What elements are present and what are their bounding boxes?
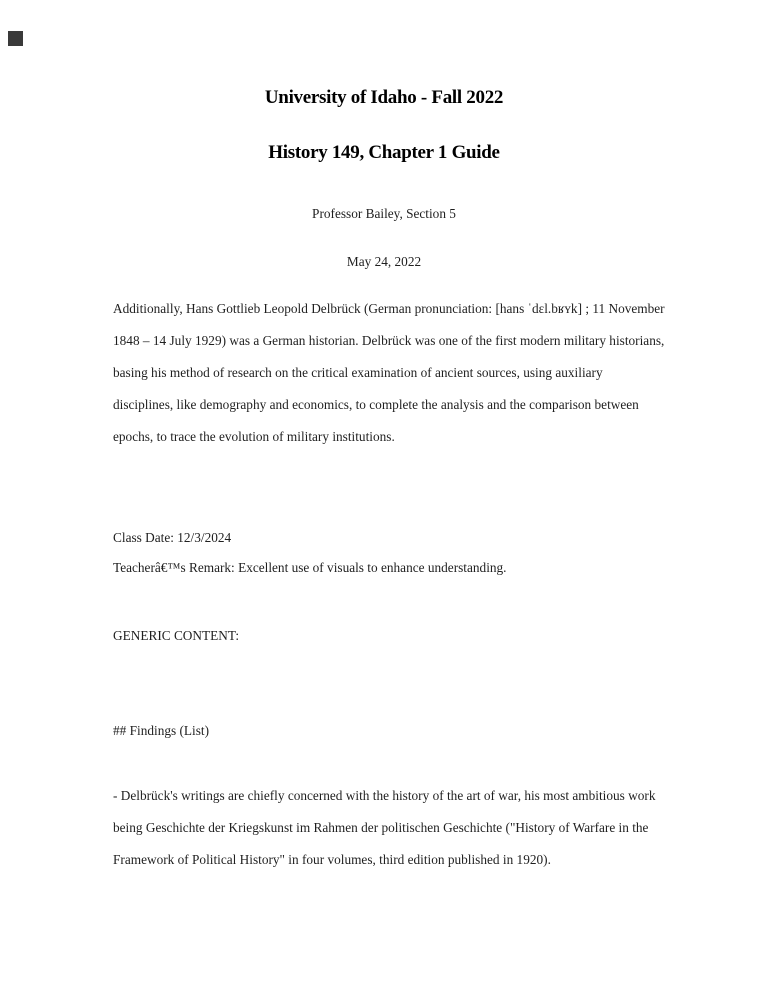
class-date-line: Class Date: 12/3/2024 — [113, 530, 232, 545]
embedded-object-marker-icon — [8, 31, 23, 46]
intro-paragraph: Additionally, Hans Gottlieb Leopold Delbrück (German pronunciation: [hans ˈdɛl.bʁʏk] ; 11 November 1848 – 14 July 1929) was a German historian. Delbrück was one of the first modern military historians, basing his method of research on the critical examination of ancient sources, using auxiliary disciplines, like demography and economics, to complete the analysis and the comparison between epochs, to trace the evolution of military institutions. — [113, 301, 665, 444]
findings-list-item: - Delbrück's writings are chiefly concerned with the history of the art of war, his most ambitious work being Geschichte der Kriegskunst im Rahmen der politischen Geschichte ("History of Warfare in the Framework of Political History" in four volumes, third edition published in 1920). — [113, 788, 656, 867]
generic-content-label: GENERIC CONTENT: — [113, 628, 240, 643]
findings-heading: ## Findings (List) — [113, 723, 210, 738]
document-subtitle: History 149, Chapter 1 Guide — [268, 142, 500, 163]
document-date-line: May 24, 2022 — [346, 254, 422, 269]
document-title: University of Idaho - Fall 2022 — [264, 87, 504, 108]
professor-section-line: Professor Bailey, Section 5 — [312, 206, 456, 221]
teacher-remark-line: Teacherâ€™s Remark: Excellent use of visuals to enhance understanding. — [113, 560, 507, 575]
